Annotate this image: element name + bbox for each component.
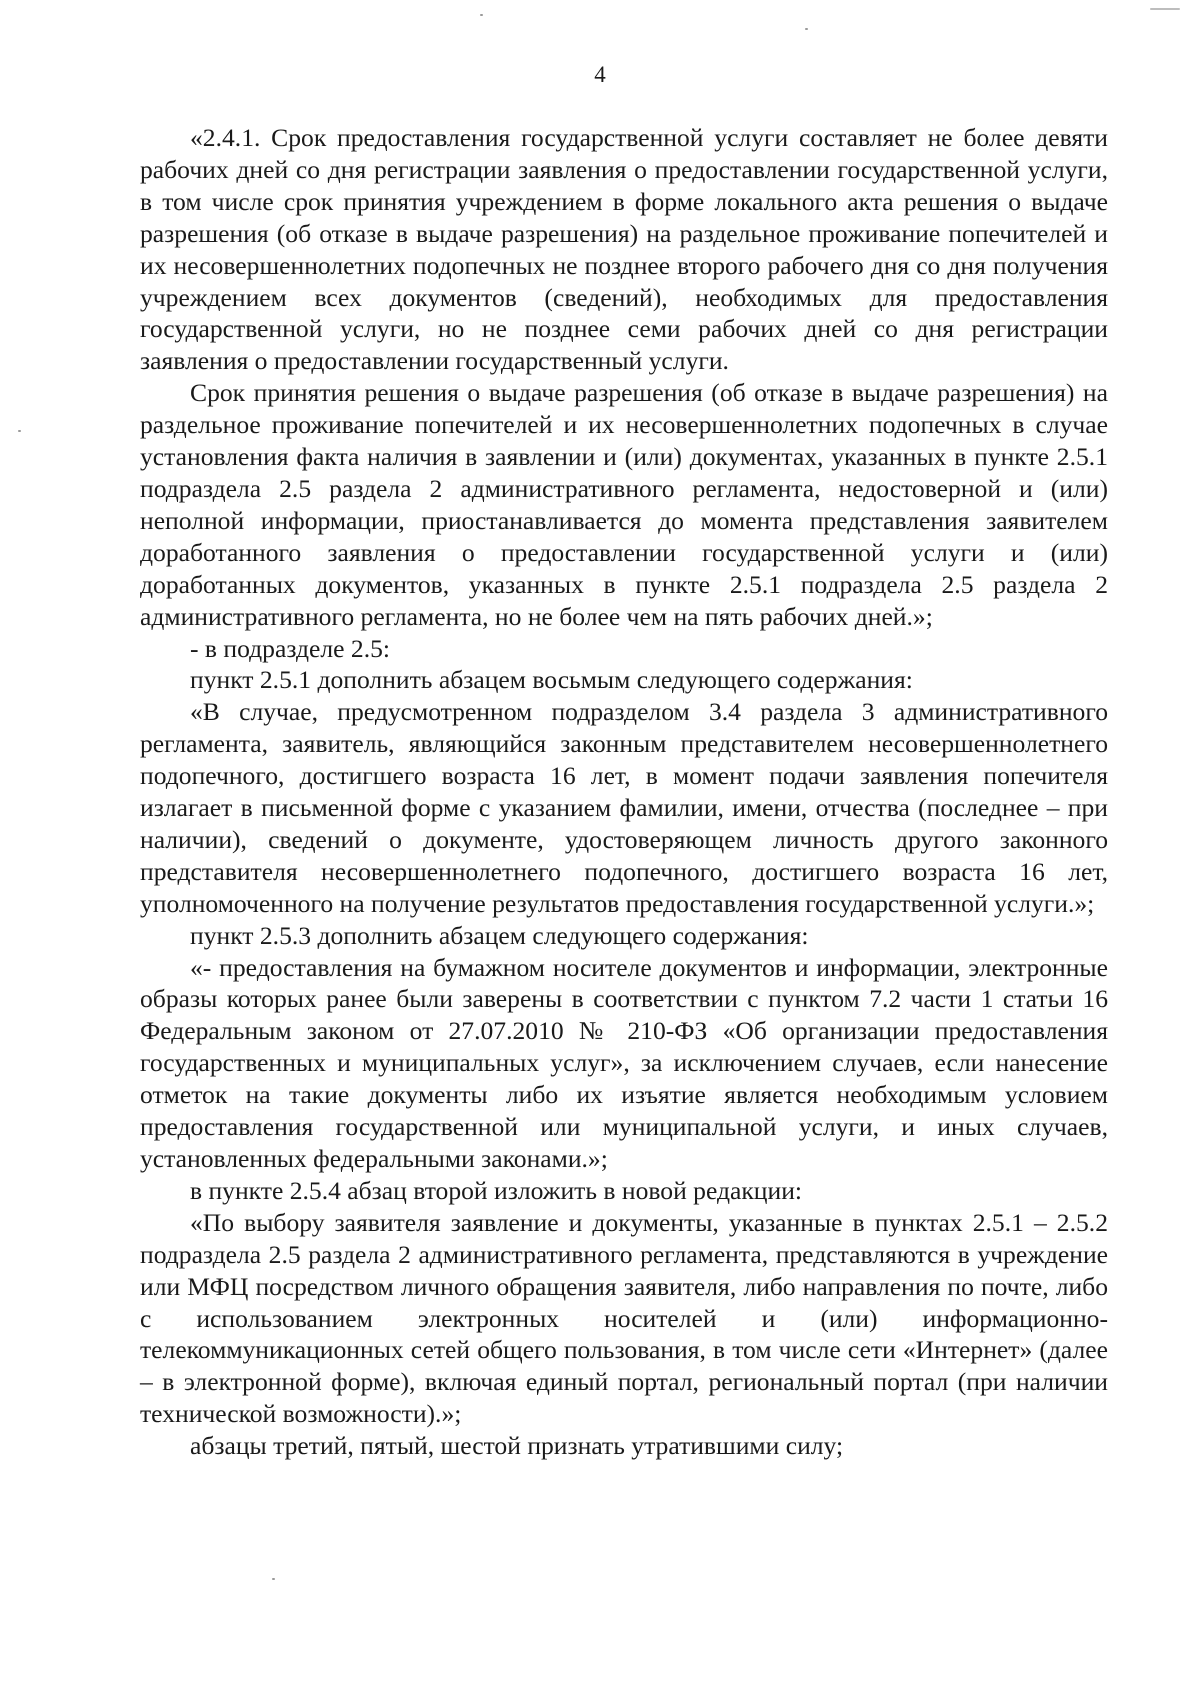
paragraph-item-2-5-4-intro: в пункте 2.5.4 абзац второй изложить в новой редакции: [190, 1175, 803, 1205]
paragraph-repeal: абзацы третий, пятый, шестой признать утратившими силу; [190, 1431, 844, 1461]
scan-speck [272, 1578, 275, 1580]
paragraph-item-2-5-1-intro: пункт 2.5.1 дополнить абзацем восьмым следующего содержания: [190, 665, 913, 695]
paragraph-2-4-1: «2.4.1. Срок предоставления государственной услуги составляет не более девяти рабочих дней со дня регистрации заявления о предоставлении государственной услуги, в том числе срок принятия учреждением в форме локального акта решения о выдаче разрешения (об отказе в выдаче разрешения) на раздельное проживание попечителей и их несовершеннолетних подопечных не позднее второго рабочего дня со дня получения учреждением всех документов (сведений), необходимых для предоставления государственной услуги, но не позднее семи рабочих дней со дня регистрации заявления о предоставлении государственный услуги. [140, 123, 1108, 376]
scan-speck [480, 14, 483, 16]
paragraph-item-2-5-3-text: «- предоставления на бумажном носителе документов и информации, электронные образы которых ранее были заверены в соответствии с пунктом 7.2 части 1 статьи 16 Федеральным законом от 27.07.2010 № 210-ФЗ «Об организации предоставления государственных и муниципальных услуг», за исключением случаев, если нанесение отметок на такие документы либо их изъятие является необходимым условием предоставления государственной или муниципальной услуги, и иных случаев, установленных федеральными законами.»; [140, 952, 1108, 1173]
scan-speck [18, 430, 21, 432]
document-body [140, 122, 1108, 1462]
paragraph-item-2-5-1-text: «В случае, предусмотренном подразделом 3.4 раздела 3 административного регламента, заявитель, являющийся законным представителем несовершеннолетнего подопечного, достигшего возраста 16 лет, в момент подачи заявления попечителя излагает в письменной форме с указанием фамилии, имени, отчества (последнее – при наличии), сведений о документе, удостоверяющем личность другого законного представителя несовершеннолетнего подопечного, достигшего возраста 16 лет, уполномоченного на получение результатов предоставления государственной услуги.»; [140, 697, 1108, 918]
paragraph-subsection-2-5: - в подразделе 2.5: [190, 633, 391, 663]
paragraph-suspension-term: Срок принятия решения о выдаче разрешения (об отказе в выдаче разрешения) на раздельное проживание попечителей и их несовершеннолетних подопечных в случае установления факта наличия в заявлении и (или) документах, указанных в пункте 2.5.1 подраздела 2.5 раздела 2 административного регламента, недостоверной и (или) неполной информации, приостанавливается до момента представления заявителем доработанного заявления о предоставлении государственной услуги и (или) доработанных документов, указанных в пункте 2.5.1 подраздела 2.5 раздела 2 административного регламента, но не более чем на пять рабочих дней.»; [140, 378, 1108, 631]
paragraph-item-2-5-4-text: «По выбору заявителя заявление и документы, указанные в пунктах 2.5.1 – 2.5.2 подраздела 2.5 раздела 2 административного регламента, представляются в учреждение или МФЦ посредством личного обращения заявителя, либо направления по почте, либо с использованием электронных носителей и (или) информационно-телекоммуникационных сетей общего пользования, в том числе сети «Интернет» (далее – в электронной форме), включая единый портал, региональный портал (при наличии технической возможности).»; [140, 1207, 1108, 1429]
scan-speck [1150, 8, 1180, 10]
paragraph-item-2-5-3-intro: пункт 2.5.3 дополнить абзацем следующего содержания: [190, 920, 809, 950]
scan-speck [805, 28, 808, 30]
page-number: 4 [594, 62, 606, 87]
